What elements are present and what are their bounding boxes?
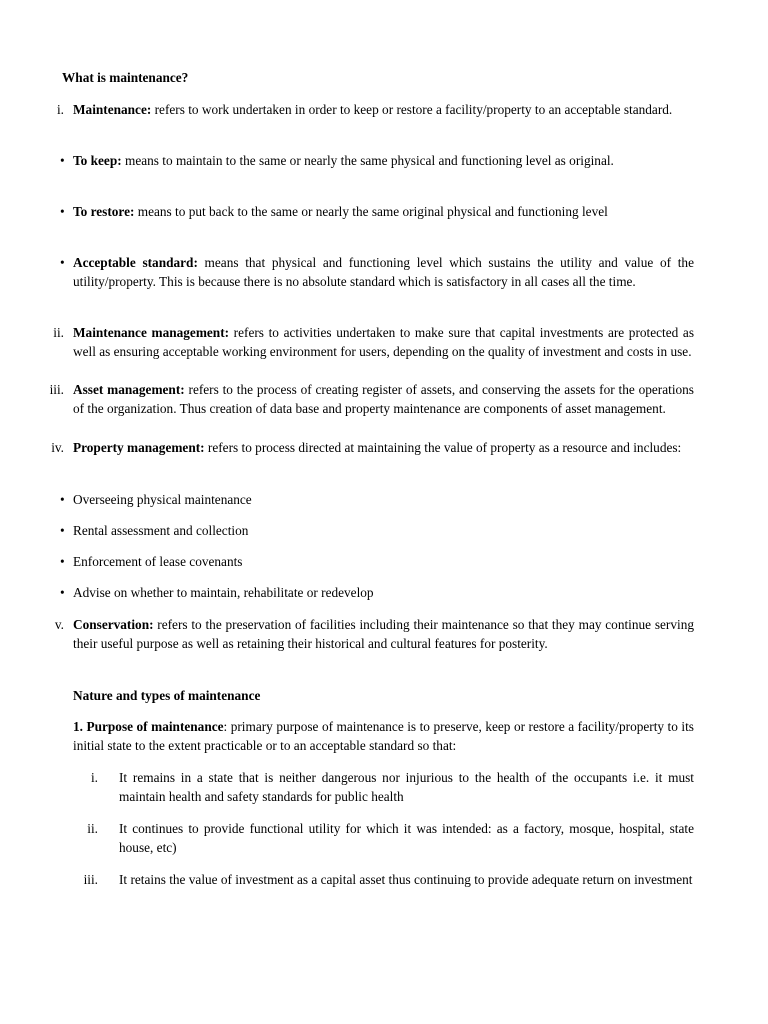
section-heading: Nature and types of maintenance [73, 688, 261, 703]
item-text [73, 100, 694, 119]
item-term: Conservation: [73, 617, 154, 632]
bullet: • [60, 554, 65, 569]
item-term: Maintenance: [73, 102, 152, 117]
definition-text [73, 151, 694, 170]
purpose-term: 1. Purpose of maintenance [73, 719, 224, 734]
item-body: refers to process directed at maintaining the value of property as a resource and includes: [204, 440, 682, 455]
point-number: iii. [83, 872, 98, 887]
task-text: Enforcement of lease covenants [73, 554, 243, 569]
definition-text [73, 202, 694, 221]
definition-body: means to put back to the same or nearly the same original physical and functioning level [134, 204, 608, 219]
item-number: v. [54, 617, 64, 632]
task-text: Advise on whether to maintain, rehabilitate or redevelop [73, 585, 374, 600]
item-term: Asset management: [73, 382, 185, 397]
item-text [73, 615, 694, 653]
point-number: ii. [87, 821, 98, 836]
definition-text [73, 253, 694, 291]
item-number: i. [56, 102, 64, 117]
definition-term: Acceptable standard: [73, 255, 198, 270]
item-number: ii. [53, 325, 64, 340]
point-text: It continues to provide functional utility for which it was intended: as a factory, mosque, hospital, state house, etc) [119, 821, 694, 855]
bullet: • [60, 492, 65, 507]
item-number: iv. [51, 440, 64, 455]
bullet: • [60, 153, 65, 168]
page-title: What is maintenance? [62, 70, 189, 85]
item-text [73, 323, 694, 361]
item-number: iii. [49, 382, 64, 397]
point-number: i. [90, 770, 98, 785]
bullet: • [60, 204, 65, 219]
bullet: • [60, 523, 65, 538]
item-body: refers to the process of creating register of assets, and conserving the assets for the operations of the organization. Thus creation of data base and property maintenance are components of asset management. [73, 382, 694, 416]
definition-term: To restore: [73, 204, 135, 219]
task-text: Overseeing physical maintenance [73, 492, 252, 507]
point-text: It remains in a state that is neither dangerous nor injurious to the health of the occupants i.e. it must maintain health and safety standards for public health [119, 770, 694, 804]
bullet: • [60, 585, 65, 600]
item-term: Maintenance management: [73, 325, 230, 340]
item-body: refers to the preservation of facilities including their maintenance so that they may continue serving their useful purpose as well as retaining their historical and cultural features for posterity. [73, 617, 694, 651]
purpose-body: : primary purpose of maintenance is to preserve, keep or restore a facility/property to its initial state to the extent practicable or to an acceptable standard so that: [73, 719, 694, 753]
task-text: Rental assessment and collection [73, 523, 249, 538]
definition-body: means that physical and functioning level which sustains the utility and value of the utility/property. This is because there is no absolute standard which is satisfactory in all cases all the time. [73, 255, 694, 289]
definition-body: means to maintain to the same or nearly the same physical and functioning level as original. [121, 153, 614, 168]
item-body: refers to work undertaken in order to keep or restore a facility/property to an acceptable standard. [151, 102, 673, 117]
definition-term: To keep: [73, 153, 122, 168]
item-text [73, 438, 694, 457]
item-body: refers to activities undertaken to make sure that capital investments are protected as well as ensuring acceptable working environment for users, depending on the quality of investment and costs in use. [73, 325, 694, 359]
item-text [73, 380, 694, 418]
item-term: Property management: [73, 440, 205, 455]
point-text: It retains the value of investment as a capital asset thus continuing to provide adequate return on investment [119, 872, 693, 887]
bullet: • [60, 255, 65, 270]
purpose-paragraph [73, 717, 694, 755]
